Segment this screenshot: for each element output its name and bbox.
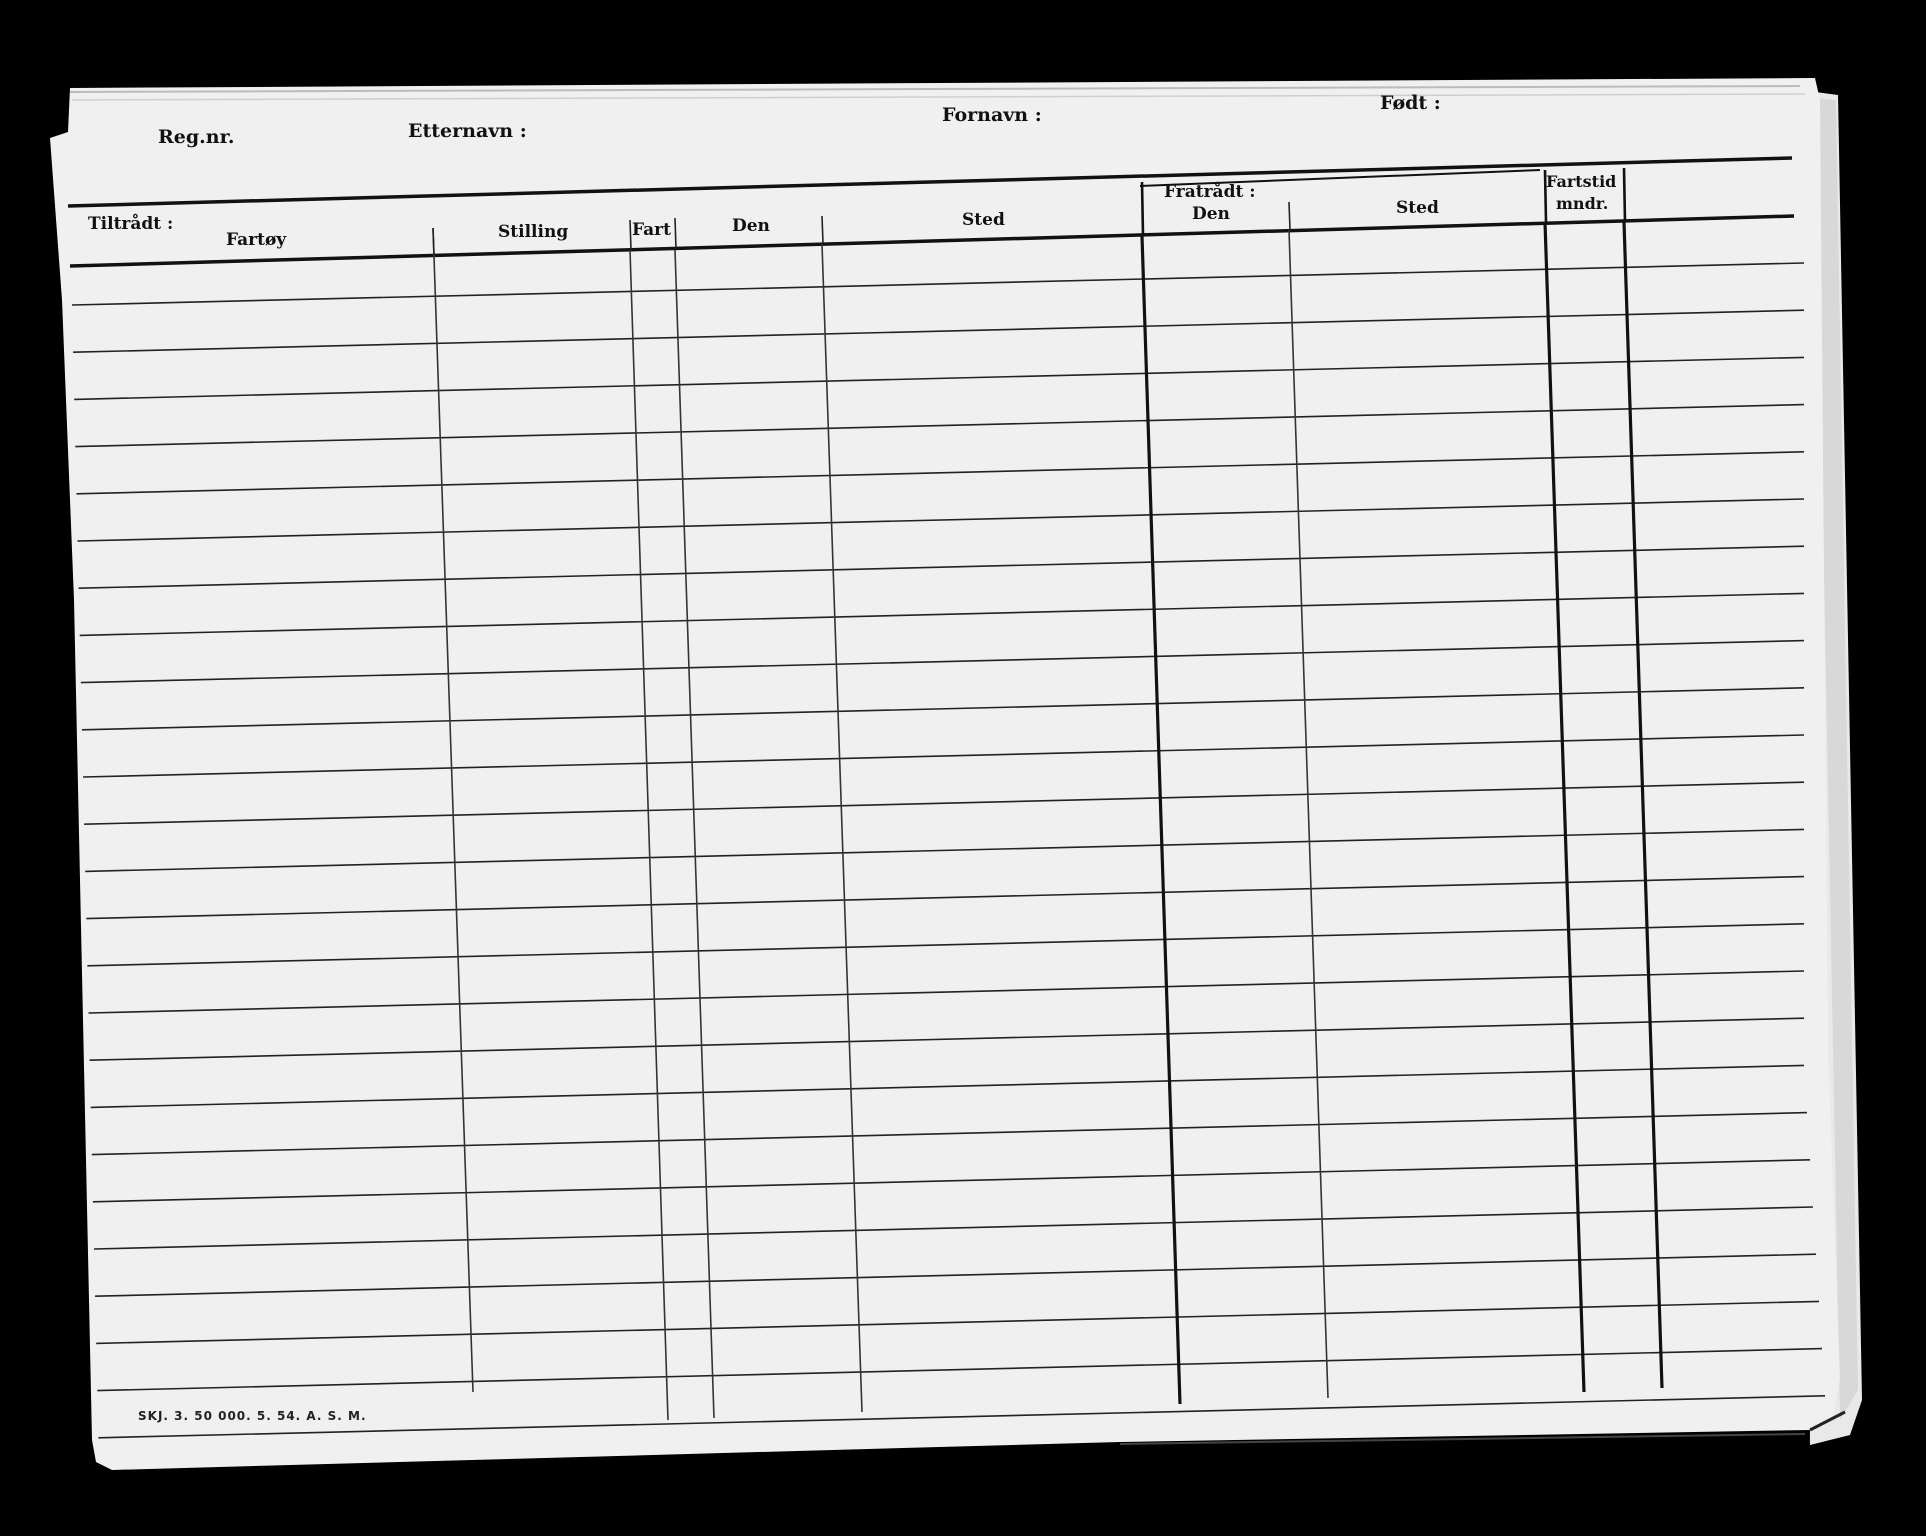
col-header-fartstid: Fartstid <box>1546 172 1617 191</box>
fodt-label: Født : <box>1380 92 1441 114</box>
col-header-den: Den <box>732 216 770 236</box>
col-header-fartoy: Fartøy <box>226 230 287 250</box>
col-header-fratradt-sted: Sted <box>1396 198 1439 218</box>
form-print-code: SKJ. 3. 50 000. 5. 54. A. S. M. <box>138 1409 367 1423</box>
card-sheet <box>50 78 1840 1470</box>
tiltradt-label: Tiltrådt : <box>88 214 174 234</box>
col-header-fart: Fart <box>632 220 671 240</box>
fratradt-label: Fratrådt : <box>1164 182 1256 202</box>
fornavn-label: Fornavn : <box>942 104 1042 126</box>
reg-nr-label: Reg.nr. <box>158 126 235 148</box>
etternavn-label: Etternavn : <box>408 120 527 142</box>
col-header-stilling: Stilling <box>498 222 569 242</box>
col-header-fratradt-den: Den <box>1192 204 1230 224</box>
col-header-sted: Sted <box>962 210 1005 230</box>
col-header-mndr: mndr. <box>1556 194 1609 213</box>
